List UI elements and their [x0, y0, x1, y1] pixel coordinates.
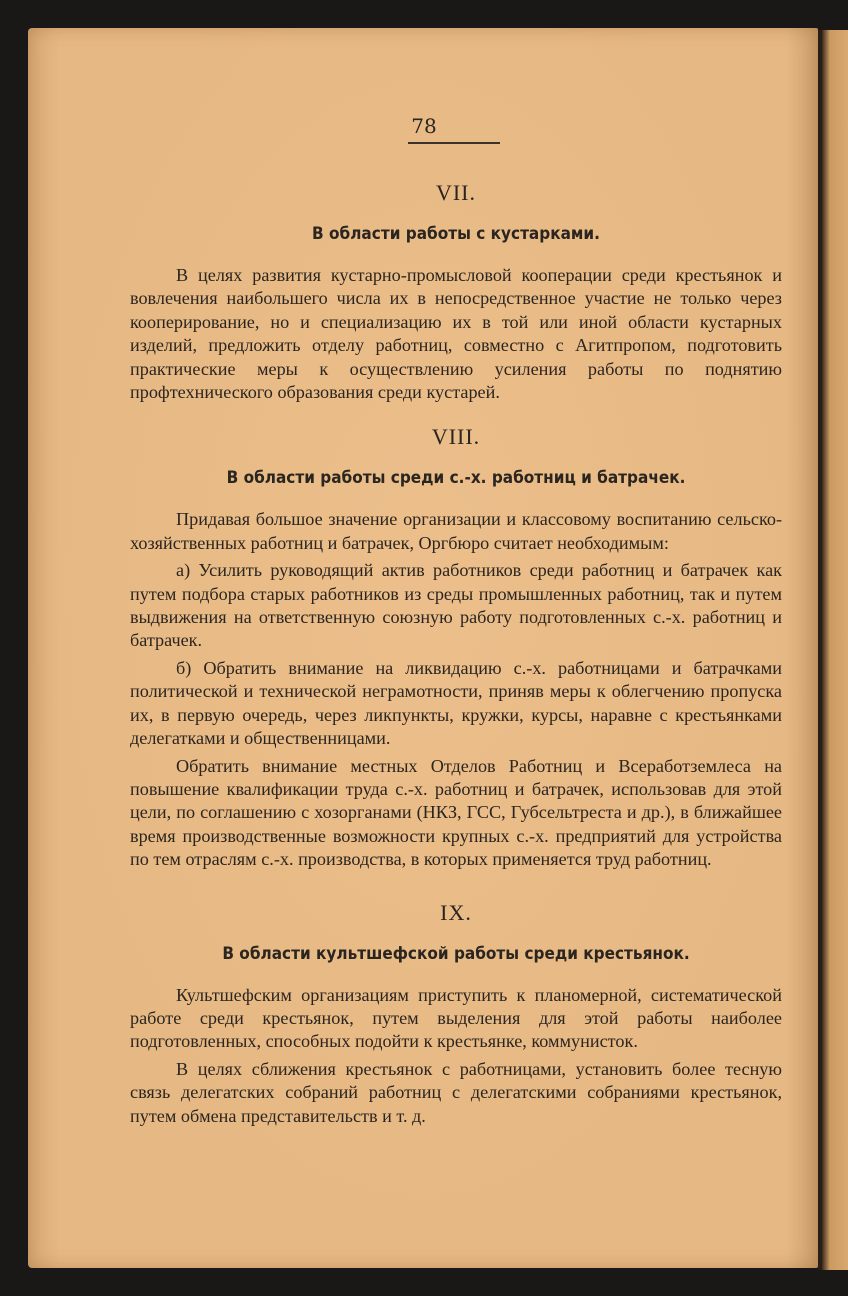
page-body	[130, 178, 782, 1146]
section-numeral: IX.	[440, 899, 472, 925]
section-numeral: VIII.	[431, 424, 481, 450]
section-numeral: VII.	[435, 180, 477, 205]
section-viii	[130, 422, 782, 871]
paragraph: Обратить внимание местных Отделов Работниц и Всеработземлеса на повышение квалификации труда с.-х. работниц и батрачек, использовав для этой цели, по соглашению с хозорганами (НКЗ, ГСС, Губсельтреста и др.), в ближайшее время производственные возможности крупных с.-х. предприятий для устройства по тем отраслям с.-х. производства, в которых применяется труд работниц.	[130, 755, 782, 870]
section-vii	[130, 178, 782, 404]
paragraph: б) Обратить внимание на ликвидацию с.-х. работницами и батрачками политической и технической неграмотности, приняв меры к облегчению пропуска их, в первую очередь, через ликпункты, кружки, курсы, наравне с крестьянками делегатками и общественницами.	[130, 657, 782, 749]
paragraph: а) Усилить руководящий актив работников среди работниц и батрачек как путем подбора старых работников из среды промышленных работниц, так и путем выдвижения на ответственную союзную работу подготовленных с.-х. работниц и батрачек.	[130, 560, 782, 651]
page-number-rule	[408, 142, 500, 144]
paragraph: В целях сближения крестьянок с работницами, установить более тесную связь делегатских собраний работниц с делегатскими собраниями крестьянок, путем обмена представительств и т. д.	[130, 1058, 782, 1126]
section-heading: В области работы с кустарками.	[312, 224, 600, 244]
paragraph: Культшефским организациям приступить к планомерной, систематической работе среди крестьянок, путем выделения для этой работы наиболее подготовленных, способных подойти к крестьянке, коммунисток.	[130, 984, 782, 1052]
section-ix	[130, 898, 782, 1128]
adjacent-page-edge	[822, 30, 848, 1270]
paragraph: Придавая большое значение организации и классовому воспитанию сельско-хозяйственных работниц и батрачек, Оргбюро считает необходимым:	[130, 509, 782, 553]
paragraph: В целях развития кустарно-промысловой кооперации среди крестьянок и вовлечения наибольшего числа их в непосредственное участие не только через кооперирование, но и специализацию их в той или иной области кустарных изделий, предложить отделу работниц, совместно с Агитпропом, подготовить практические меры к осуществлению усиления работы по поднятию профтехнического образования среди кустарей.	[130, 265, 782, 403]
page-number: 78	[411, 114, 437, 138]
section-heading: В области культшефской работы среди крестьянок.	[222, 943, 690, 964]
section-heading: В области работы среди с.-х. работниц и батрачек.	[226, 468, 686, 489]
